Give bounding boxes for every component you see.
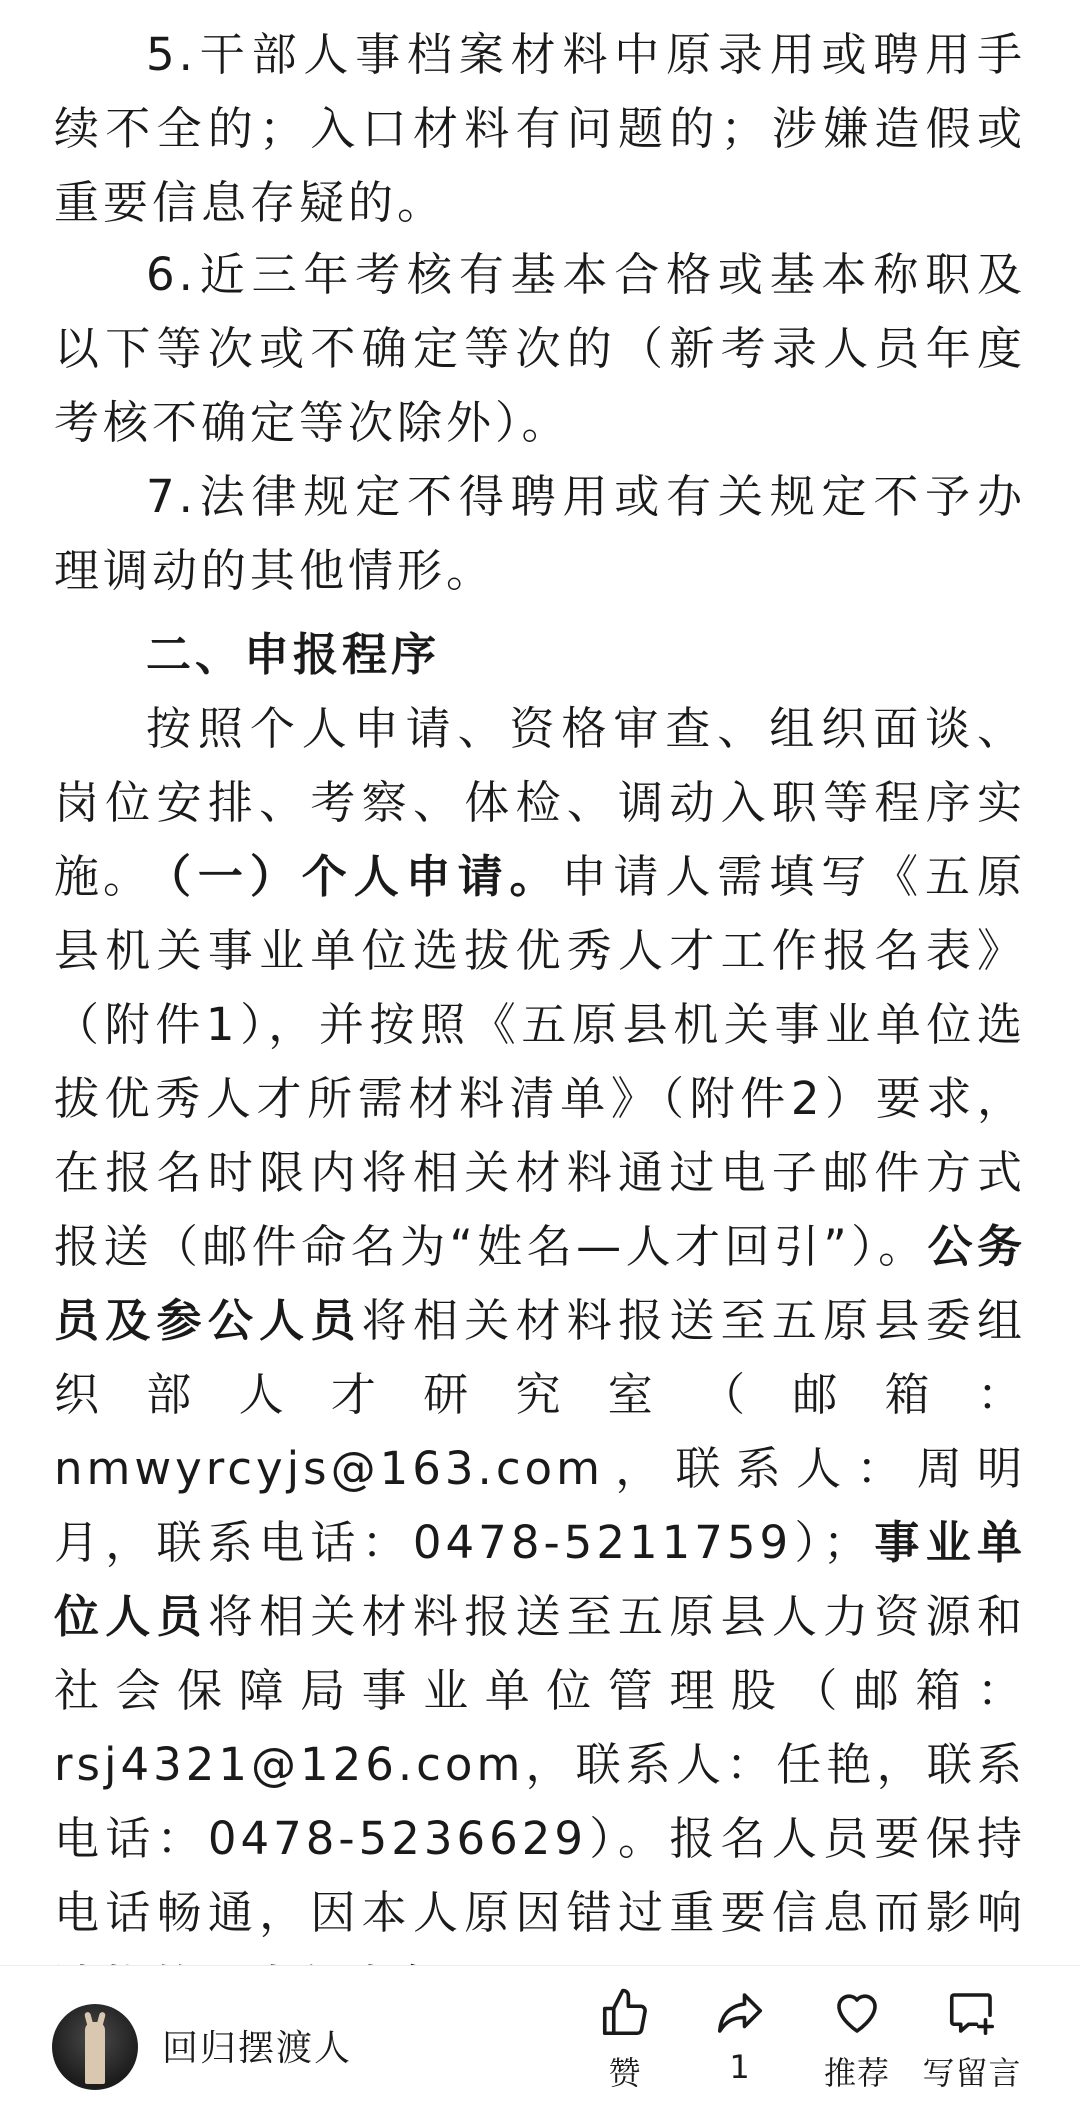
public-institution-label: 事业单位人员 xyxy=(54,1516,1026,1643)
civil-servant-label: 公务员及参公人员 xyxy=(54,1220,1026,1347)
application-text-1: 申请人需填写《五原县机关事业单位选拔优秀人才工作报名表》（附件1），并按照《五原县机关事业单位选拔优秀人才所需材料清单》（附件2）要求，在报名时限内将相关材料通过电子邮件方式报送（邮件命名为“姓名—人才回引”）。 xyxy=(54,850,1026,1273)
paragraph-item-5: 5.干部人事档案材料中原录用或聘用手续不全的；入口材料有问题的；涉嫌造假或重要信息存疑的。 xyxy=(54,28,1026,229)
comment-label: 写留言 xyxy=(922,2054,1022,2092)
paragraph-personal-application xyxy=(54,840,1026,2024)
application-text-2: 将相关材料报送至五原县委组织部人才研究室（邮箱：nmwyrcyjs@163.com，联系人：周明月，联系电话：0478-5211759）； xyxy=(54,1294,1026,1569)
share-count: 1 xyxy=(729,2048,751,2086)
section-heading: 二、申报程序 xyxy=(146,628,441,681)
comment-button[interactable] xyxy=(912,1986,1032,2116)
share-button[interactable] xyxy=(680,1986,800,2116)
paragraph-procedure: 按照个人申请、资格审查、组织面谈、岗位安排、考察、体检、调动入职等程序实施。 xyxy=(54,702,1026,903)
recommend-label: 推荐 xyxy=(823,2054,890,2092)
thumbs-up-icon xyxy=(598,1986,652,2040)
application-text-3: 将相关材料报送至五原县人力资源和社会保障局事业单位管理股（邮箱：rsj4321@126.com，联系人：任艳，联系电话：0478-5236629）。报名人员要保持电话畅通，因本人原因错过重要信息而影响 xyxy=(54,1590,1026,1939)
subheading-personal-application: （一）个人申请。 xyxy=(146,850,562,903)
comment-bubble-plus-icon xyxy=(945,1986,999,2040)
like-button[interactable] xyxy=(565,1986,685,2116)
bottom-action-bar xyxy=(0,1966,1080,2127)
paragraph-item-7: 7.法律规定不得聘用或有关规定不予办理调动的其他情形。 xyxy=(54,470,1026,597)
share-arrow-icon xyxy=(713,1986,767,2040)
paragraph-item-6: 6.近三年考核有基本合格或基本称职及以下等次或不确定等次的（新考录人员年度考核不确定等次除外）。 xyxy=(54,248,1026,449)
recommend-button[interactable] xyxy=(797,1986,917,2116)
like-label: 赞 xyxy=(608,2054,642,2092)
author-avatar[interactable] xyxy=(52,2004,138,2090)
heart-icon xyxy=(830,1986,884,2040)
author-name[interactable]: 回归摆渡人 xyxy=(162,2028,353,2069)
